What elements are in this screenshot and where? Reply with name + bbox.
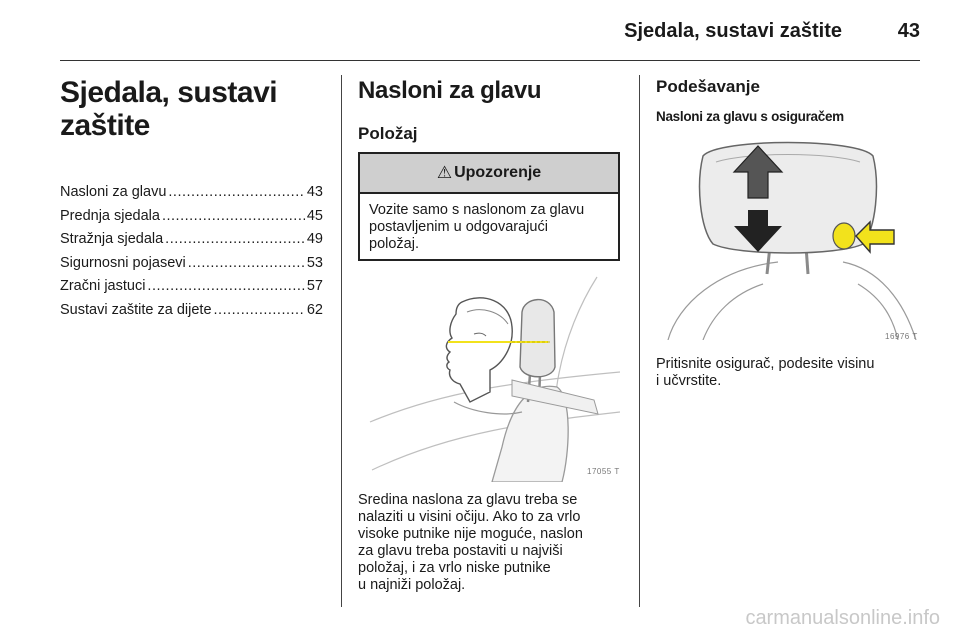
toc-entry[interactable]: [60, 252, 323, 276]
toc-entry[interactable]: [60, 299, 323, 323]
position-paragraph: [358, 492, 620, 594]
toc-entry-page: 53: [306, 254, 323, 271]
running-header-title: Sjedala, sustavi zaštite: [624, 20, 842, 42]
head-restraint-adjust-illustration: [658, 134, 920, 340]
toc-entry-label: Sustavi zaštite za dijete: [60, 301, 212, 318]
toc-entry-label: Nasloni za glavu: [60, 184, 167, 200]
toc-entry-page: 43: [306, 184, 323, 200]
adjust-subtitle: Nasloni za glavu s osiguračem: [656, 109, 844, 124]
toc-leader-dots: [147, 275, 304, 299]
header-divider: [60, 60, 920, 61]
toc-entry-label: Zračni jastuci: [60, 278, 146, 294]
warning-box: [358, 152, 620, 261]
toc-leader-dots: [168, 181, 304, 205]
chapter-title: [60, 76, 330, 142]
toc-leader-dots: [162, 205, 305, 229]
toc-entry[interactable]: [60, 205, 323, 229]
table-of-contents: [60, 181, 323, 322]
toc-leader-dots: [214, 299, 305, 323]
toc-entry-label: Stražnja sjedala: [60, 231, 164, 247]
warning-text: [360, 194, 618, 253]
toc-entry-label: Sigurnosni pojasevi: [60, 254, 186, 271]
column-divider-1: [341, 75, 342, 607]
paragraph-line: nalaziti u visini očiju. Ako to za vrlo: [358, 509, 581, 525]
section-title: Nasloni za glavu: [358, 77, 542, 104]
section-subtitle: Položaj: [358, 124, 418, 143]
warning-label: Upozorenje: [454, 164, 542, 181]
warning-line: Vozite samo s naslonom za glavu: [369, 202, 585, 218]
adjust-paragraph: [656, 356, 918, 390]
warning-header: [360, 154, 618, 194]
toc-entry-page: 62: [306, 301, 323, 318]
toc-entry[interactable]: [60, 181, 323, 205]
toc-entry-page: 49: [306, 231, 323, 247]
toc-entry-page: 45: [306, 207, 323, 224]
warning-line: položaj.: [369, 236, 419, 252]
chapter-title-line-1: Sjedala, sustavi: [60, 76, 278, 109]
paragraph-line: položaj, i za vrlo niske putnike: [358, 560, 551, 576]
figure-code: 17055 T: [587, 467, 620, 476]
head-restraint-position-illustration: [362, 272, 620, 482]
warning-triangle-icon: ⚠: [436, 163, 453, 182]
column-divider-2: [639, 75, 640, 607]
toc-entry-label: Prednja sjedala: [60, 207, 160, 224]
figure-code: 16976 T: [885, 332, 918, 341]
chapter-title-line-2: zaštite: [60, 109, 150, 142]
toc-leader-dots: [165, 228, 305, 252]
toc-entry[interactable]: [60, 228, 323, 252]
toc-entry[interactable]: [60, 275, 323, 299]
page-number: 43: [897, 20, 920, 42]
watermark: carmanualsonline.info: [745, 607, 940, 629]
paragraph-line: za glavu treba postaviti u najviši: [358, 543, 563, 559]
toc-leader-dots: [188, 252, 305, 276]
toc-entry-page: 57: [306, 278, 323, 294]
paragraph-line: i učvrstite.: [656, 373, 722, 389]
warning-line: postavljenim u odgovarajući: [369, 219, 548, 235]
paragraph-line: u najniži položaj.: [358, 577, 466, 593]
paragraph-line: visoke putnike nije moguće, naslon: [358, 526, 583, 542]
paragraph-line: Pritisnite osigurač, podesite visinu: [656, 356, 875, 372]
paragraph-line: Sredina naslona za glavu treba se: [358, 492, 578, 508]
adjust-title: Podešavanje: [656, 77, 760, 96]
